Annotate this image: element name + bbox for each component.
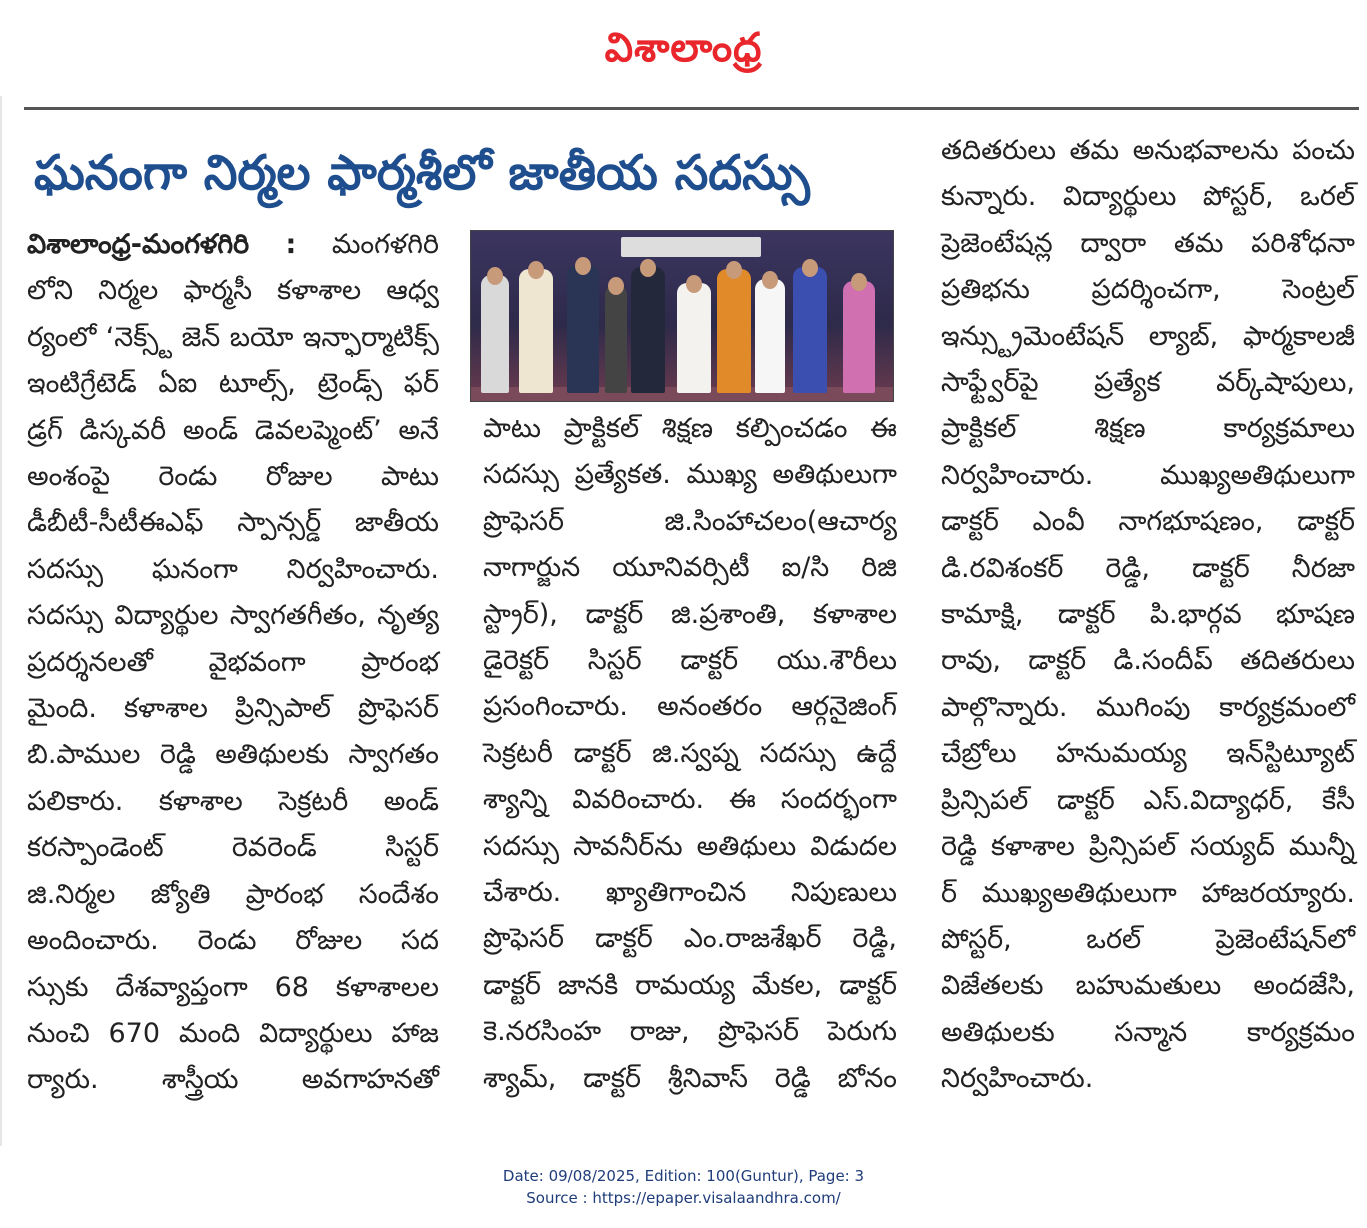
photo-person — [631, 267, 665, 393]
column-line: స్ట్రార్), డాక్టర్ జి.ప్రశాంతి, కళాశాల — [483, 598, 897, 630]
column-line: పోస్టర్, ఒరల్ ప్రెజెంటేషన్‌లో — [941, 923, 1355, 955]
column-line: పాల్గొన్నారు. ముగింపు కార్యక్రమంలో — [941, 691, 1355, 723]
column-line: మైంది. కళాశాల ప్రిన్సిపాల్ ప్రొఫెసర్ — [27, 693, 439, 725]
column-line: నాగార్జున యూనివర్సిటీ ఐ/సి రిజి — [483, 552, 897, 584]
column-line: సదస్సు ప్రత్యేకత. ముఖ్య అతిథులుగా — [483, 459, 897, 491]
column-line: నిర్వహించారు. — [941, 1063, 1094, 1095]
column-line: సాఫ్ట్వేర్‌పై ప్రత్యేక వర్క్‌షాపులు, — [941, 367, 1355, 399]
column-line: డైరెక్టర్ సిస్టర్ డాక్టర్ యు.శౌరీలు — [483, 645, 897, 677]
photo-person — [567, 265, 599, 393]
photo-person — [717, 269, 751, 393]
column-line: రావు, డాక్టర్ డి.సందీప్ తదితరులు — [941, 645, 1355, 677]
column-line: శ్యాన్ని వివరించారు. ఈ సందర్భంగా — [483, 784, 897, 816]
column-line-text: మంగళగిరి — [331, 229, 439, 260]
column-line: కున్నారు. విద్యార్థులు పోస్టర్, ఒరల్ — [941, 181, 1355, 213]
column-line — [27, 222, 439, 268]
header-rule — [24, 107, 1359, 110]
column-line: పలికారు. కళాశాల సెక్రటరీ అండ్ — [27, 785, 439, 817]
column-line: డ్రగ్ డిస్కవరీ అండ్ డెవలప్మెంట్’ అనే — [27, 414, 439, 446]
dateline: విశాలాంధ్ర-మంగళగిరి : — [27, 229, 297, 260]
article-column-3 — [941, 128, 1355, 1103]
column-line: సదస్సు విద్యార్థుల స్వాగతగీతం, నృత్య — [27, 600, 439, 632]
column-line: ర్ ముఖ్యఅతిథులుగా హాజరయ్యారు. — [941, 877, 1355, 909]
photo-person-head — [640, 259, 656, 277]
article-column-2 — [483, 406, 897, 1102]
page-edge — [0, 96, 2, 1146]
column-line: జి.నిర్మల జ్యోతి ప్రారంభ సందేశం — [27, 878, 439, 910]
column-line: సెక్రటరీ డాక్టర్ జి.స్వప్న సదస్సు ఉద్దే — [483, 737, 897, 769]
column-line: స్సుకు దేశవ్యాప్తంగా 68 కళాశాలల — [27, 971, 439, 1003]
column-line: నుంచి 670 మంది విద్యార్థులు హాజ — [27, 1017, 439, 1049]
column-line: పాటు ప్రాక్టికల్ శిక్షణ కల్పించడం ఈ — [483, 413, 897, 444]
photo-person — [677, 283, 711, 393]
photo-person — [519, 269, 553, 393]
photo-person — [755, 279, 785, 393]
photo-person — [605, 285, 627, 393]
column-line: ఇన్స్ట్రుమెంటేషన్ ల్యాబ్, ఫార్మకాలజీ — [941, 320, 1355, 352]
column-line: ప్రసంగించారు. అనంతరం ఆర్గనైజింగ్ — [483, 691, 897, 723]
photo-person — [793, 267, 827, 393]
column-line: రెడ్డి కళాశాల ప్రిన్సిపల్ సయ్యద్ మున్నీ — [941, 831, 1355, 863]
footer-source-link[interactable]: Source : https://epaper.visalaandhra.com/ — [526, 1189, 841, 1207]
photo-person-head — [726, 261, 742, 279]
column-line: ర్యంలో ‘నెక్స్ట్ జెన్ బయో ఇన్ఫార్మాటిక్స్ — [27, 321, 439, 353]
column-line: డీబీటీ-సీటీఈఎఫ్ స్పాన్సర్డ్ జాతీయ — [27, 507, 439, 539]
column-line: శ్యామ్, డాక్టర్ శ్రీనివాస్ రెడ్డి బోనం — [483, 1062, 897, 1094]
column-line: లోని నిర్మల ఫార్మసీ కళాశాల ఆధ్వ — [27, 275, 439, 307]
column-line: అంశంపై రెండు రోజుల పాటు — [27, 461, 439, 493]
column-line: చేబ్రోలు హనుమయ్య ఇన్‌స్టిట్యూట్ — [941, 738, 1355, 770]
column-line: ప్రొఫెసర్ డాక్టర్ ఎం.రాజశేఖర్ రెడ్డి, — [483, 923, 897, 955]
column-line: ప్రాక్టికల్ శిక్షణ కార్యక్రమాలు — [941, 413, 1355, 445]
column-line: డాక్టర్ ఎంవీ నాగభూషణం, డాక్టర్ — [941, 506, 1355, 538]
photo-banner — [621, 237, 761, 257]
photo-person-head — [686, 275, 702, 293]
column-line: ప్రతిభను ప్రదర్శించగా, సెంట్రల్ — [941, 274, 1355, 306]
column-line: అందించారు. రెండు రోజుల సద — [27, 925, 439, 957]
photo-person-head — [802, 259, 818, 277]
column-line: సదస్సు ఘనంగా నిర్వహించారు. — [27, 553, 439, 585]
column-line: కామాక్షి, డాక్టర్ పి.భార్గవ భూషణ — [941, 599, 1355, 631]
column-line: డాక్టర్ జానకి రామయ్య మేకల, డాక్టర్ — [483, 969, 897, 1001]
photo-person-head — [575, 257, 591, 275]
column-line: ప్రొఫెసర్ జి.సింహాచలం(ఆచార్య — [483, 505, 897, 537]
photo-person-head — [608, 277, 624, 295]
photo-person-head — [487, 267, 503, 285]
photo-person — [843, 281, 875, 393]
column-line: డి.రవిశంకర్ రెడ్డి, డాక్టర్ నీరజా — [941, 552, 1355, 584]
column-line: కె.నరసింహ రాజు, ప్రొఫెసర్ పెరుగు — [483, 1016, 897, 1048]
photo-person-head — [528, 261, 544, 279]
column-line: విజేతలకు బహుమతులు అందజేసి, — [941, 970, 1355, 1002]
column-line: బి.పాముల రెడ్డి అతిథులకు స్వాగతం — [27, 739, 439, 771]
column-line: ప్రిన్సిపల్ డాక్టర్ ఎస్.విద్యాధర్, కేసీ — [941, 784, 1355, 816]
column-line: ఇంటిగ్రేటెడ్ ఏఐ టూల్స్, ట్రెండ్స్ ఫర్ — [27, 368, 439, 400]
column-line: తదితరులు తమ అనుభవాలను పంచు — [941, 135, 1355, 166]
photo-person-head — [851, 273, 867, 291]
column-line: ప్రదర్శనలతో వైభవంగా ప్రారంభ — [27, 646, 439, 678]
column-line: నిర్వహించారు. ముఖ్యఅతిథులుగా — [941, 459, 1355, 491]
column-line: ర్యారు. శాస్త్రీయ అవగాహనతో — [27, 1064, 439, 1096]
column-line: చేశారు. ఖ్యాతిగాంచిన నిపుణులు — [483, 877, 897, 909]
column-line: కరస్పాండెంట్ రెవరెండ్ సిస్టర్ — [27, 832, 439, 864]
footer-edition-info: Date: 09/08/2025, Edition: 100(Guntur), Page: 3 — [502, 1167, 865, 1185]
newspaper-masthead: విశాలాంధ్ర — [604, 24, 763, 71]
article-headline: ఘనంగా నిర్మల ఫార్మశీలో జాతీయ సదస్సు — [34, 145, 810, 201]
article-column-1 — [27, 222, 439, 1104]
photo-person-head — [762, 271, 778, 289]
column-line: అతిథులకు సన్మాన కార్యక్రమం — [941, 1016, 1355, 1048]
column-line: సదస్సు సావనీర్‌ను అతిథులు విడుదల — [483, 830, 897, 862]
photo-person — [481, 275, 509, 393]
column-line: ప్రెజెంటేషన్ల ద్వారా తమ పరిశోధనా — [941, 227, 1355, 259]
event-photo — [470, 230, 894, 402]
